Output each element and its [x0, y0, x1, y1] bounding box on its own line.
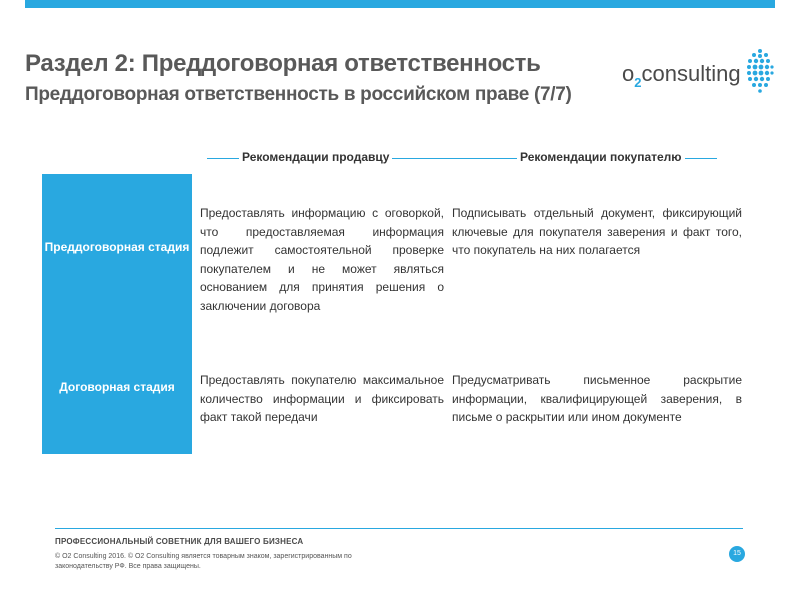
row-label-precontract: Преддоговорная стадия [44, 240, 190, 254]
cell-seller-contract: Предоставлять покупателю максимальное количество информации и фиксировать факт такой передачи [200, 373, 444, 425]
column-header-seller [207, 150, 507, 166]
footer-copyright: © O2 Consulting 2016. © O2 Consulting является товарным знаком, зарегистрированным по законодательству РФ. Все права защищены. [55, 553, 352, 570]
logo-prefix: o [622, 61, 635, 86]
footer-divider [55, 528, 743, 529]
company-logo [622, 52, 778, 100]
column-header-buyer [505, 150, 717, 166]
cell-buyer-precontract: Подписывать отдельный документ, фиксирующий ключевые для покупателя заверения и факт того, что покупатель на них полагается [452, 206, 742, 258]
logo-name: consulting [641, 61, 741, 86]
cell-seller-precontract: Предоставлять информацию с оговоркой, что предоставляемая информация подлежит самостоятельной проверке покупателем и не может являться основанием для принятия решения о заключении договора [200, 206, 444, 313]
cell-buyer-contract: Предусматривать письменное раскрытие информации, квалифицирующей заверения, в письме о раскрытии или ином документе [452, 373, 742, 425]
page-title: Раздел 2: Преддоговорная ответственность [25, 50, 541, 77]
top-accent-bar [25, 0, 775, 8]
row-label-contract: Договорная стадия [59, 380, 175, 394]
column-header-seller-label: Рекомендации продавцу [239, 150, 392, 164]
logo-wordmark [622, 61, 741, 90]
page-subtitle: Преддоговорная ответственность в российском праве (7/7) [25, 84, 572, 105]
footer-title: ПРОФЕССИОНАЛЬНЫЙ СОВЕТНИК ДЛЯ ВАШЕГО БИЗНЕСА [55, 537, 304, 546]
page-number-badge: 15 [729, 546, 745, 562]
logo-dots-icon [746, 48, 774, 96]
column-header-buyer-label: Рекомендации покупателю [517, 150, 685, 164]
logo-subscript: 2 [634, 75, 642, 90]
row-labels-panel [42, 174, 192, 454]
